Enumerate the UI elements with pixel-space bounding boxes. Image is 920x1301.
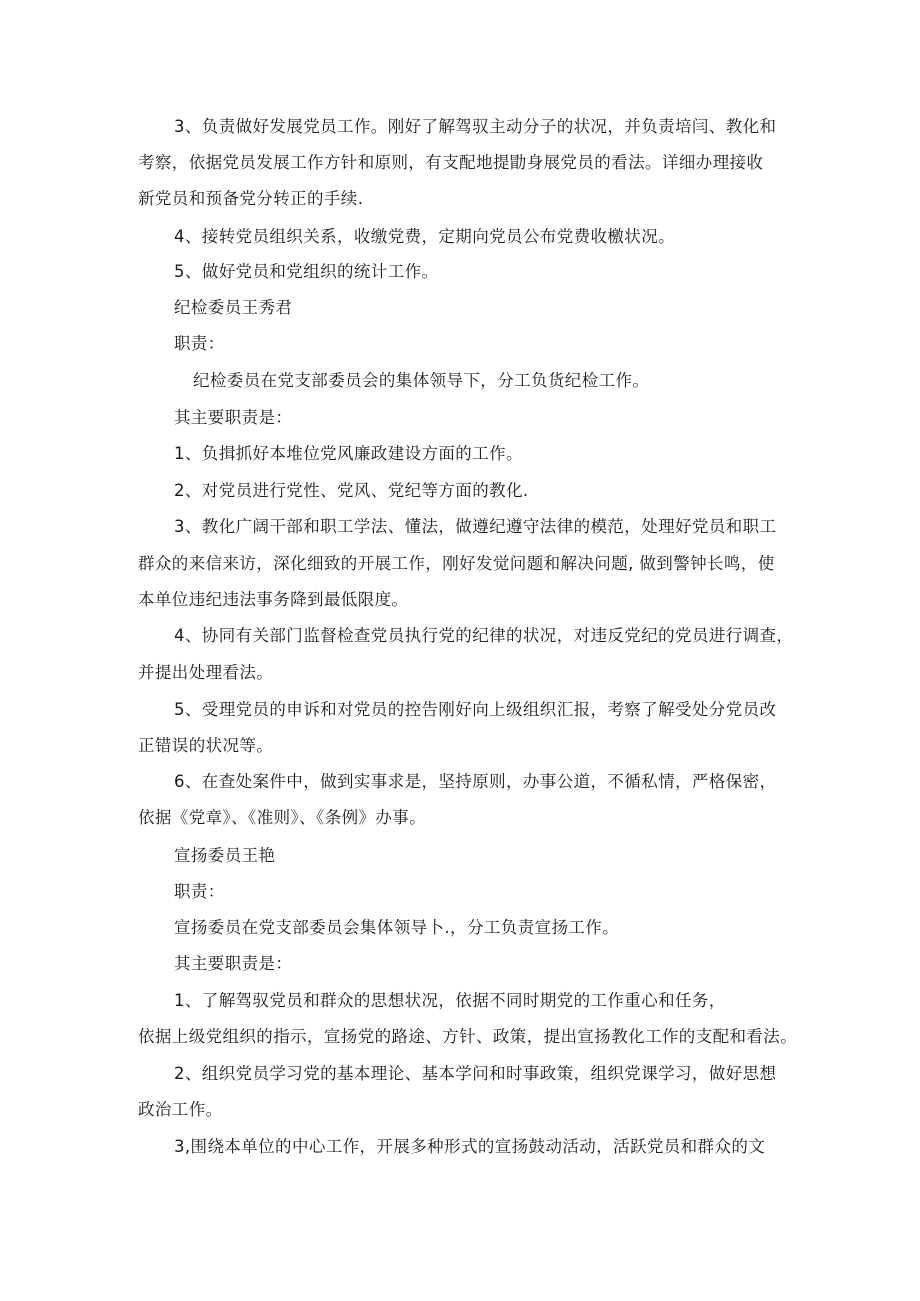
paragraph-line: 依据上级党组织的指示，宣扬党的路途、方针、政策，提出宣扬教化工作的支配和看法。 (138, 1027, 798, 1046)
paragraph-line: 新党员和预备党分转正的手续. (138, 189, 364, 208)
section-heading: 纪检委员王秀君 (174, 298, 293, 317)
paragraph-line: 依据《党章》、《准则》、《条例》办事。 (138, 808, 427, 827)
paragraph-line: 5、做好党员和党组织的统计工作。 (174, 262, 439, 281)
paragraph-line: 1、负揖抓好本堆位党风廉政建设方面的工作。 (174, 444, 523, 463)
paragraph-line: 并提出处理看法。 (138, 663, 274, 682)
paragraph-line: 正错误的状况等。 (138, 736, 274, 755)
paragraph-line: 2、对党员进行党性、党风、党纪等方面的教化. (174, 481, 529, 500)
subheading: 其主要职责是： (174, 954, 293, 973)
subheading: 其主要职责是： (174, 408, 293, 427)
paragraph-line: 3、负责做好发展党员工作。刚好了解驾驭主动分子的状况，并负责培闫、教化和 (174, 117, 777, 136)
paragraph-line: 4、协同有关部门监督检查党员执行党的纪律的状况，对违反党纪的党员进行调查， (174, 626, 794, 645)
paragraph-line: 政治工作。 (138, 1100, 223, 1119)
subheading: 职责： (174, 334, 225, 353)
paragraph-line: 本单位违纪违法事务降到最低限度。 (138, 590, 409, 609)
paragraph-line: 考察，依据党员发展工作方针和原则，有支配地提勖身展党员的看法。详细办理接收 (138, 153, 764, 172)
paragraph-line: 群众的来信来访，深化细致的开展工作，刚好发觉问题和解决问题, 做到警钟长鸣，使 (138, 554, 775, 573)
paragraph-line: 3、教化广阔干部和职工学法、懂法，做遵纪遵守法律的模范，处理好党员和职工 (174, 517, 777, 536)
paragraph-line: 5、受理党员的申诉和对党员的控告刚好向上级组织汇报，考察了解受处分党员改 (174, 700, 777, 719)
paragraph-line: 4、接转党员组织关系，收缴党费，定期向党员公布党费收檄状况。 (174, 227, 675, 246)
section-heading: 宣扬委员王艳 (174, 846, 276, 865)
paragraph-line: 6、在查处案件中，做到实事求是，坚持原则，办事公道，不循私情，严格保密， (174, 772, 777, 791)
paragraph-line: 2、组织党员学习党的基本理论、基本学问和时事政策，组织党课学习，做好思想 (174, 1064, 777, 1083)
subheading: 职责： (174, 882, 225, 901)
paragraph-line: 宣扬委员在党支部委员会集体领导卜.，分工负责宣扬工作。 (174, 918, 620, 937)
paragraph-line: 3,围绕本单位的中心工作，开展多种形式的宣扬鼓动活动，活跃党员和群众的文 (174, 1137, 766, 1156)
paragraph-line: 1、了解驾驭党员和群众的思想状况，依据不同时期党的工作重心和任务， (174, 991, 726, 1010)
paragraph-line: 纪检委员在党支部委员会的集体领导下，分工负货纪检工作。 (193, 371, 650, 390)
